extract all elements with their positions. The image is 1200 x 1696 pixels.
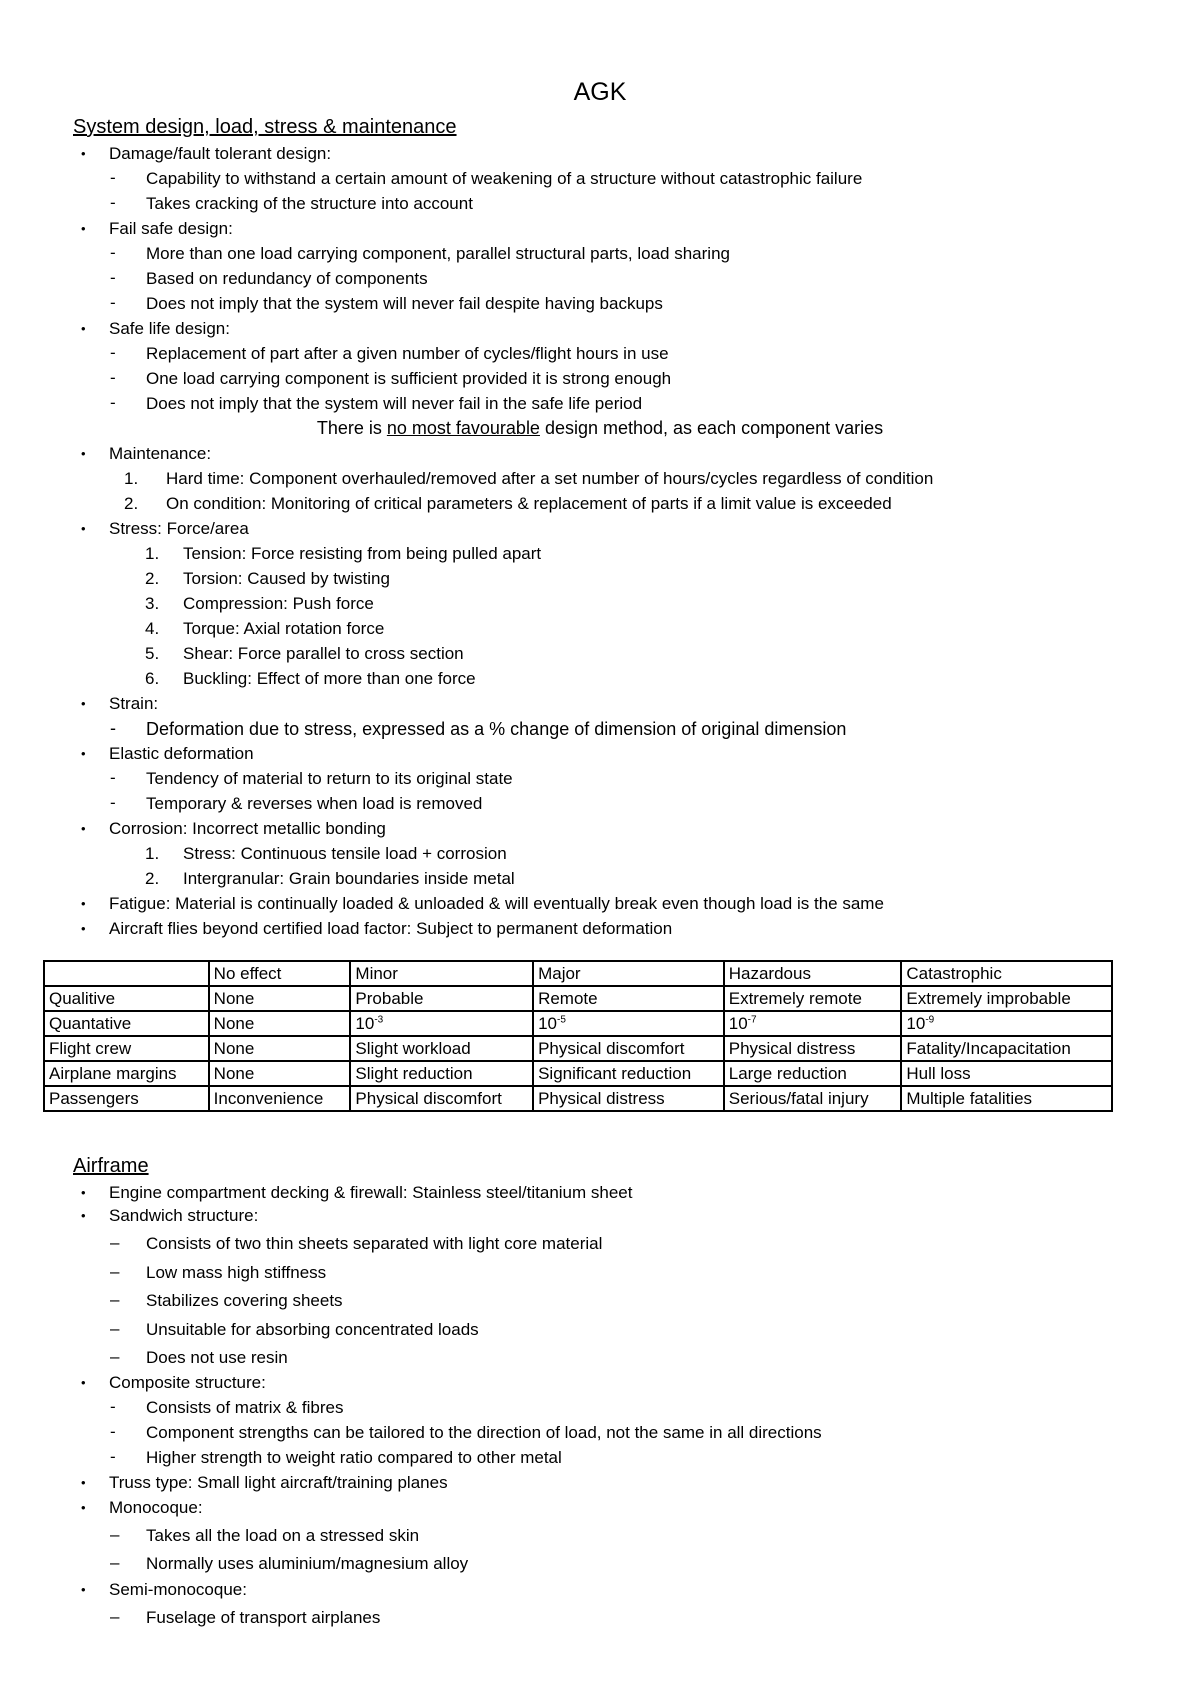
table-cell: Inconvenience: [209, 1086, 351, 1111]
table-cell: Significant reduction: [533, 1061, 724, 1086]
table-cell: Quantative: [44, 1011, 209, 1036]
table-row: [44, 986, 1112, 1011]
table-cell: Fatality/Incapacitation: [901, 1036, 1112, 1061]
table-cell: None: [209, 1061, 351, 1086]
table-cell: Remote: [533, 986, 724, 1011]
table-cell: None: [209, 1036, 351, 1061]
table-cell: Hull loss: [901, 1061, 1112, 1086]
table-cell: Slight reduction: [350, 1061, 533, 1086]
table-cell: Extremely improbable: [901, 986, 1112, 1011]
table-cell: $10^{-9}$: [901, 1011, 1112, 1036]
table-cell: Probable: [350, 986, 533, 1011]
table-row: [44, 1061, 1112, 1086]
design-method-note: There is no most favourable design method, as each component varies: [316, 418, 884, 438]
table-cell: Serious/fatal injury: [724, 1086, 902, 1111]
table-cell: Physical discomfort: [350, 1086, 533, 1111]
table-cell: Large reduction: [724, 1061, 902, 1086]
table-cell: Qualitive: [44, 986, 209, 1011]
page-title: AGK: [573, 78, 627, 106]
table-header-row: [44, 961, 1112, 986]
table-cell: None: [209, 1011, 351, 1036]
section-heading-airframe: Airframe: [73, 1155, 149, 1177]
section-heading-system-design: System design, load, stress & maintenance: [73, 116, 457, 138]
table-header-cell: Catastrophic: [901, 961, 1112, 986]
table-row: [44, 1011, 1112, 1036]
table-header-cell: Hazardous: [724, 961, 902, 986]
table-cell: Physical distress: [533, 1086, 724, 1111]
table-cell: Physical distress: [724, 1036, 902, 1061]
table-cell: Multiple fatalities: [901, 1086, 1112, 1111]
table-header-cell: [44, 961, 209, 986]
table-cell: Slight workload: [350, 1036, 533, 1061]
table-cell: $10^{-7}$: [724, 1011, 902, 1036]
table-cell: $10^{-3}$: [350, 1011, 533, 1036]
table-header-cell: No effect: [209, 961, 351, 986]
table-header-cell: Minor: [350, 961, 533, 986]
table-row: [44, 1036, 1112, 1061]
table-cell: Physical discomfort: [533, 1036, 724, 1061]
table-cell: $10^{-5}$: [533, 1011, 724, 1036]
table-row: [44, 1086, 1112, 1111]
table-cell: Extremely remote: [724, 986, 902, 1011]
severity-table: [43, 960, 1113, 1112]
table-header-cell: Major: [533, 961, 724, 986]
table-cell: Flight crew: [44, 1036, 209, 1061]
table-cell: Passengers: [44, 1086, 209, 1111]
document-page: AGK System design, load, stress & maintenance • Damage/fault tolerant design: - Capability to withstand a certain amount of weakening of a structure without catastrophic failure - Takes cracking of the structure into account • Fail safe design: - More than one load carrying component, parallel structural parts, load sharing - Based on redundancy of components - Does not imply that the system will never fail despite having backups • Safe life design: - Replacement of part after a given number of cycles/flight hours in use - One load carrying component is sufficient provided it is strong enough - Does not imply that the system will never fail in the safe life period There is no most favourable design method, as each component varies • Maintenance: 1. Hard time: Component overhauled/removed after a set number of hours/cycles regardless of condition 2. On condition: Monitoring of critical parameters & replacement of parts if a limit value is exceeded • Stress: Force/area 1. Tension: Force resisting from being pulled apart 2. Torsion: Caused by twisting 3. Compression: Push force 4. Torque: Axial rotation force 5. Shear: Force parallel to cross section 6. Buckling: Effect of more than one force • Strain: - Deformation due to stress, expressed as a % change of dimension of original dimension • Elastic deformation - Tendency of material to return to its original state - Temporary & reverses when load is removed • Corrosion: Incorrect metallic bonding 1. Stress: Continuous tensile load + corrosion 2. Intergranular: Grain boundaries inside metal • Fatigue: Material is continually loaded & unloaded & will eventually break even though load is the same • Aircraft flies beyond certified load factor: Subject to permanent deformation No effect Minor Major Hazardous Catastrophic Qualitive None Probable Remote Extremely remote Extremely improbable Quantative None $10^{-3}$ $10^{-5}$ $10^{-7}$ $10^{-9}$ Flight crew None Slight workload Physical discomfort Physical distress Fatality/Incapacitation Airplane margins None Slight reduction Significant reduction Large reduction Hull loss Passengers Inconvenience Physical discomfort Physical distress Serious/fatal injury Multiple fatalities Airframe • Engine compartment decking & firewall: Stainless steel/titanium sheet • Sandwich structure: – Consists of two thin sheets separated with light core material – Low mass high stiffness – Stabilizes covering sheets – Unsuitable for absorbing concentrated loads – Does not use resin • Composite structure: - Consists of matrix & fibres - Component strengths can be tailored to the direction of load, not the same in all directions - Higher strength to weight ratio compared to other metal • Truss type: Small light aircraft/training planes • Monocoque: – Takes all the load on a stressed skin – Normally uses aluminium/magnesium alloy • Semi-monocoque: – Fuselage of transport airplanes: [0, 0, 1200, 1696]
table-cell: Airplane margins: [44, 1061, 209, 1086]
table-cell: None: [209, 986, 351, 1011]
